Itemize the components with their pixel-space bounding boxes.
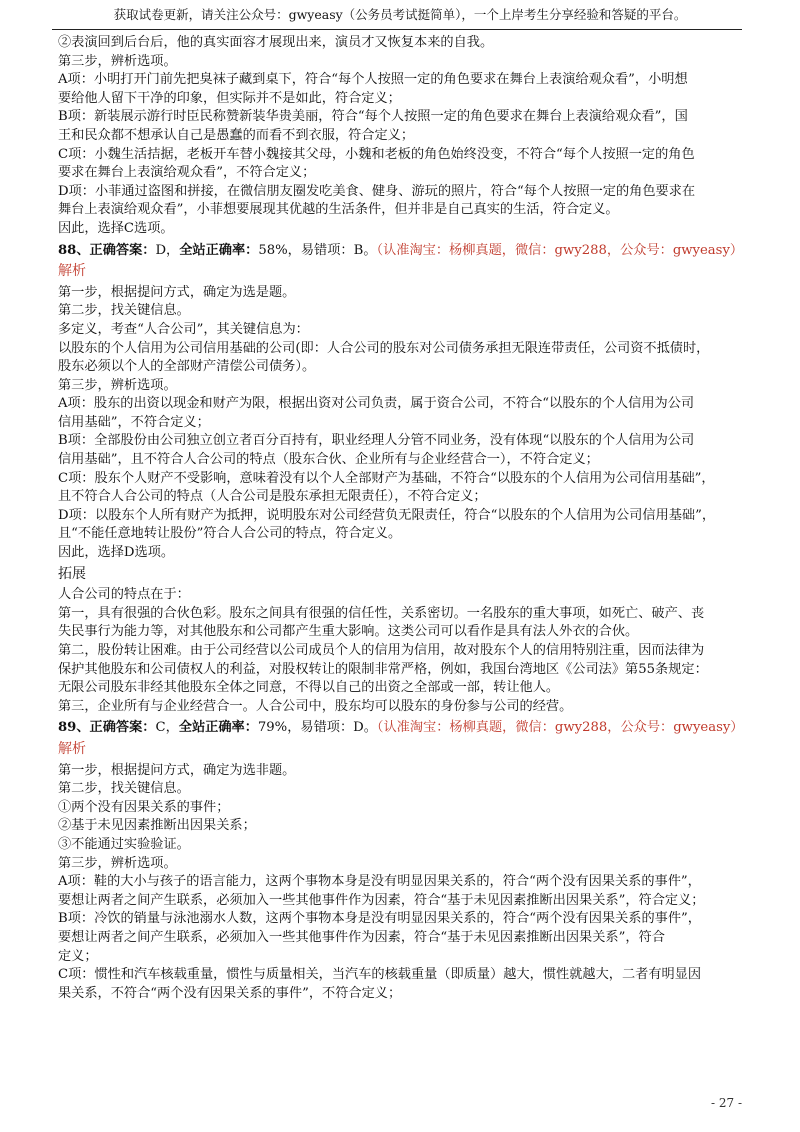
text-line: 保护其他股东和公司债权人的利益，对股权转让的限制非常严格，例如，我国台湾地区《公司法》第55条规定： xyxy=(58,661,708,677)
q89-number: 89、 xyxy=(58,720,90,736)
q88-promo: （认准淘宝：杨柳真题，微信：gwy288，公众号：gwyeasy） xyxy=(376,242,744,258)
text-line: 第三步，辨析选项。 xyxy=(58,377,177,393)
text-line: 且不符合人合公司的特点（人合公司是股东承担无限责任），不符合定义； xyxy=(58,489,487,505)
q88-block xyxy=(58,242,748,717)
text-line: A项：小明打开门前先把臭袜子藏到桌下，符合“每个人按照一定的角色要求在舞台上表演给观众看”，小明想 xyxy=(58,72,688,88)
text-line: 无限公司股东非经其他股东全体之同意，不得以自己的出资之全部或一部，转让他人。 xyxy=(58,680,560,696)
text-line: ③不能通过实验验证。 xyxy=(58,836,190,852)
q88-answer-label: 正确答案： xyxy=(89,242,156,258)
text-line: 因此，选择C选项。 xyxy=(58,220,174,236)
page-content xyxy=(58,34,748,1003)
q89-analysis-title: 解析 xyxy=(58,740,86,757)
text-line: B项：全部股份由公司独立创立者百分百持有，职业经理人分管不同业务，没有体现“以股东的个人信用为公司 xyxy=(58,433,695,449)
text-line: A项：鞋的大小与孩子的语言能力，这两个事物本身是没有明显因果关系的，符合“两个没有因果关系的事件”， xyxy=(58,874,701,890)
q89-answer-label: 正确答案： xyxy=(89,720,156,736)
q89-block xyxy=(58,719,748,1003)
text-line: 信用基础”，不符合定义； xyxy=(58,414,210,430)
q89-answer-line xyxy=(58,719,748,738)
text-line: 要求在舞台上表演给观众看”，不符合定义； xyxy=(58,165,316,181)
q89-answer: C， xyxy=(155,720,179,736)
q88-expand-title: 拓展 xyxy=(58,565,86,582)
q89-rate: 79%， xyxy=(257,720,301,736)
text-line: ②表演回到后台后，他的真实面容才展现出来，演员才又恢复本来的自我。 xyxy=(58,35,494,50)
text-line: 王和民众都不想承认自己是愚蠢的而看不到衣服，符合定义； xyxy=(58,127,415,143)
text-line: A项：股东的出资以现金和财产为限，根据出资对公司负责，属于资合公司，不符合“以股东的个人信用为公司 xyxy=(58,396,695,412)
q88-answer: D， xyxy=(155,242,180,258)
text-line: 第三，企业所有与企业经营合一。人合公司中，股东均可以股东的身份参与公司的经营。 xyxy=(58,698,573,714)
text-line: 要想让两者之间产生联系，必须加入一些其他事件作为因素，符合“基于未见因素推断出因果关系”，符合 xyxy=(58,929,665,945)
text-line: 失民事行为能力等，对其他股东和公司都产生重大影响。这类公司可以看作是具有法人外衣的合伙。 xyxy=(58,624,639,640)
q88-analysis-title: 解析 xyxy=(58,263,86,280)
text-line: 且“不能任意地转让股份”符合人合公司的特点，符合定义。 xyxy=(58,526,402,542)
text-line: D项：以股东个人所有财产为抵押，说明股东对公司经营负无限责任，符合“以股东的个人信用为公司信用基础”， xyxy=(58,507,716,523)
q89-wrong: D。 xyxy=(353,720,377,736)
text-line: 人合公司的特点在于： xyxy=(58,587,190,603)
text-line: 股东必须以个人的全部财产清偿公司债务）。 xyxy=(58,359,316,375)
text-line: 因此，选择D选项。 xyxy=(58,545,175,561)
q88-answer-line xyxy=(58,242,748,261)
q88-number: 88、 xyxy=(58,242,90,258)
header-divider xyxy=(52,29,742,30)
text-line: 要给他人留下干净的印象，但实际并不是如此，符合定义； xyxy=(58,90,401,106)
text-line: 以股东的个人信用为公司信用基础的公司(即：人合公司的股东对公司债务承担无限连带责任，公司资不抵债时， xyxy=(58,340,710,356)
text-line: B项：新装展示游行时臣民称赞新装华贵美丽，符合“每个人按照一定的角色要求在舞台上表演给观众看”，国 xyxy=(58,109,688,125)
text-line: 舞台上表演给观众看”，小菲想要展现其优越的生活条件，但并非是自己真实的生活，符合定义。 xyxy=(58,202,619,218)
text-line: 第二步，找关键信息。 xyxy=(58,781,190,797)
page-number: - 27 - xyxy=(710,1096,742,1110)
q88-wrong: B。 xyxy=(353,242,377,258)
text-line: ②基于未见因素推断出因果关系； xyxy=(58,818,256,834)
text-line: 要想让两者之间产生联系，必须加入一些其他事件作为因素，符合“基于未见因素推断出因果关系”，符合定义； xyxy=(58,892,705,908)
text-line: 第二步，找关键信息。 xyxy=(58,303,190,319)
q88-wrong-label: 易错项： xyxy=(300,242,354,258)
text-line: 第一，具有很强的合伙色彩。股东之间具有很强的信任性，关系密切。一名股东的重大事项，如死亡、破产、丧 xyxy=(58,605,705,621)
text-line: D项：小菲通过盗图和拼接，在微信朋友圈发吃美食、健身、游玩的照片，符合“每个人按照一定的角色要求在 xyxy=(58,183,696,199)
text-line: 第二，股份转让困难。由于公司经营以公司成员个人的信用为信用，故对股东个人的信用特别注重，因而法律为 xyxy=(58,643,705,658)
text-line: B项：冷饮的销量与泳池溺水人数，这两个事物本身是没有明显因果关系的，符合“两个没有因果关系的事件”， xyxy=(58,911,701,927)
text-line: C项：惯性和汽车核载重量，惯性与质量相关，当汽车的核载重量（即质量）越大，惯性就越大，二者有明显因 xyxy=(58,967,702,983)
q88-rate-label: 全站正确率： xyxy=(179,242,259,258)
text-line: 果关系，不符合“两个没有因果关系的事件”，不符合定义； xyxy=(58,985,402,1001)
text-line: 多定义，考查“人合公司”，其关键信息为： xyxy=(58,321,309,337)
page-header: 获取试卷更新，请关注公众号：gwyeasy（公务员考试挺简单），一个上岸考生分享经验和答疑的平台。 xyxy=(113,7,687,22)
q87-tail xyxy=(58,34,748,239)
q88-rate: 58%， xyxy=(258,242,301,258)
q89-promo: （认准淘宝：杨柳真题，微信：gwy288，公众号：gwyeasy） xyxy=(376,720,744,736)
q89-wrong-label: 易错项： xyxy=(300,720,354,736)
text-line: 第一步，根据提问方式，确定为选非题。 xyxy=(58,762,296,778)
text-line: 第一步，根据提问方式，确定为选是题。 xyxy=(58,284,296,300)
text-line: 第三步，辨析选项。 xyxy=(58,53,177,69)
text-line: 定义； xyxy=(58,948,98,964)
text-line: C项：股东个人财产不受影响，意味着没有以个人全部财产为基础，不符合“以股东的个人信用为公司信用基础”， xyxy=(58,470,715,486)
text-line: C项：小魏生活拮据，老板开车替小魏接其父母，小魏和老板的角色始终没变，不符合“每个人按照一定的角色 xyxy=(58,146,695,162)
text-line: ①两个没有因果关系的事件； xyxy=(58,799,230,815)
q89-rate-label: 全站正确率： xyxy=(178,720,258,736)
text-line: 第三步，辨析选项。 xyxy=(58,855,177,871)
text-line: 信用基础”，且不符合人合公司的特点（股东合伙、企业所有与企业经营合一），不符合定义； xyxy=(58,452,599,468)
